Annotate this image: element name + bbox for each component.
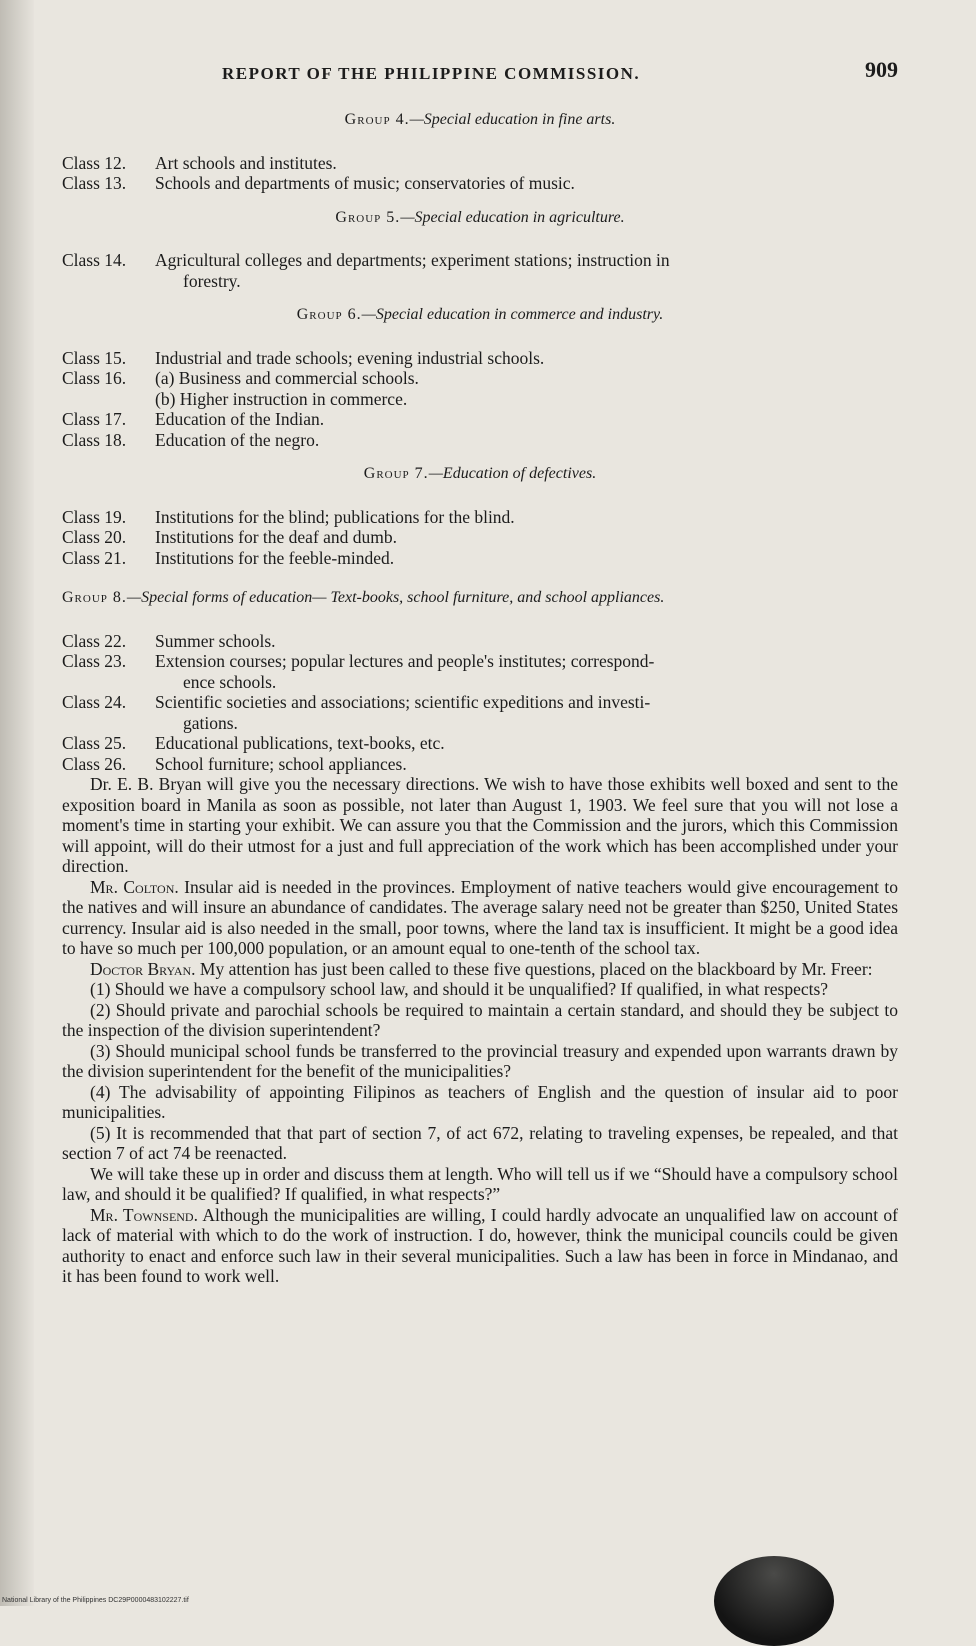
- running-head: REPORT OF THE PHILIPPINE COMMISSION.: [222, 64, 641, 83]
- paragraph-text: Dr. E. B. Bryan will give you the necessary directions. We wish to have those exhibits well boxed and sent to the exposition board in Manila as soon as possible, not later than August 1, 1903. We feel sure that you will not lose a moment's time in starting your exhibit. We can assure you that the Commission and the jurors, which this Commission will appoint, will do their utmost for a just and full appreciation of the work which has been accomplished under your direction.: [62, 774, 898, 876]
- class-text: School furniture; school appliances.: [155, 753, 407, 774]
- class-text: Summer schools.: [155, 630, 276, 651]
- paragraph-text: (3) Should municipal school funds be transferred to the provincial treasury and expended upon warrants drawn by the division superintendent for the benefit of the municipalities?: [62, 1040, 898, 1081]
- class-entry: [62, 430, 898, 451]
- class-text: Agricultural colleges and departments; experiment stations; instruction in: [155, 250, 670, 270]
- scan-footer-note: National Library of the Philippines DC29P0000483102227.tif: [2, 1597, 189, 1604]
- paragraph-text: My attention has just been called to these five questions, placed on the blackboard by Mr. Freer:: [195, 958, 873, 979]
- group-4-heading: [62, 110, 898, 131]
- question-paragraph: [62, 979, 898, 1000]
- class-entry: [62, 692, 898, 733]
- class-label: Class 13.: [62, 173, 127, 193]
- class-text: (b) Higher instruction in commerce.: [155, 388, 408, 409]
- class-label: [62, 389, 155, 410]
- class-entry: [62, 153, 898, 174]
- class-label: Class 21.: [62, 547, 127, 568]
- question-paragraph: [62, 1082, 898, 1123]
- body-paragraph: [62, 877, 898, 959]
- class-label: Class 17.: [62, 409, 127, 429]
- class-entry: [62, 651, 898, 692]
- class-label: Class 24.: [62, 692, 127, 712]
- class-label: Class 26.: [62, 753, 127, 774]
- class-text: Industrial and trade schools; evening industrial schools.: [155, 347, 545, 368]
- group-title: —Special education in agriculture.: [400, 208, 625, 226]
- group-6-heading: [62, 305, 898, 326]
- group-prefix: Group 8.: [62, 589, 127, 606]
- class-entry: [62, 507, 898, 528]
- class-text: Institutions for the blind; publications for the blind.: [155, 506, 515, 527]
- class-entry: [62, 527, 898, 548]
- body-paragraph: [62, 1164, 898, 1205]
- speaker-name: Mr. Townsend.: [90, 1204, 198, 1225]
- group-prefix: Group 7.: [363, 465, 429, 482]
- page-number: 909: [865, 57, 898, 82]
- group-7-heading: [62, 464, 898, 485]
- group-title: —Education of defectives.: [428, 465, 597, 482]
- class-entry: [62, 754, 898, 775]
- paragraph-text: (4) The advisability of appointing Filipinos as teachers of English and the question of insular aid to poor municipalities.: [62, 1081, 898, 1122]
- class-text: Extension courses; popular lectures and people's institutes; correspond-: [155, 651, 655, 671]
- class-label: Class 18.: [62, 429, 127, 450]
- group-title: —Special education in fine arts.: [409, 111, 616, 128]
- class-entry: [62, 348, 898, 369]
- question-paragraph: [62, 1123, 898, 1164]
- class-text: Scientific societies and associations; scientific expeditions and investi-: [155, 692, 651, 712]
- class-label: Class 19.: [62, 506, 127, 527]
- class-label: Class 16.: [62, 368, 127, 388]
- scan-edge-object: [714, 1556, 834, 1646]
- paragraph-text: Insular aid is needed in the provinces. Employment of native teachers would give encouragement to the natives and will insure an abundance of candidates. The average salary need not be greater than $250, United States currency. Insular aid is also needed in the small, poor towns, where the land tax is insufficient. It might be a good idea to have so much per 100,000 population, or an amount equal to one-tenth of the school tax.: [62, 876, 899, 958]
- class-label: Class 14.: [62, 250, 127, 270]
- body-paragraph: [62, 959, 898, 980]
- page-binding-shadow: [0, 0, 34, 1606]
- class-entry: [62, 548, 898, 569]
- paragraph-text: Although the municipalities are willing, I could hardly advocate an unqualified law on account of lack of material with which to do the work of instruction. I do, however, think the municipal councils could be given authority to enact and enforce such law in their several municipalities. Such a law has been in force in Mindanao, and it has been found to work well.: [62, 1204, 898, 1286]
- group-prefix: Group 5.: [335, 208, 401, 226]
- class-entry: [62, 733, 898, 754]
- class-entry: [62, 389, 898, 410]
- class-text: Art schools and institutes.: [155, 152, 337, 173]
- class-text-continuation: forestry.: [183, 270, 241, 291]
- class-entry: [62, 173, 898, 194]
- class-entry: [62, 250, 898, 291]
- class-text: Institutions for the feeble-minded.: [155, 547, 395, 568]
- class-text: Institutions for the deaf and dumb.: [155, 527, 398, 547]
- paragraph-text: (1) Should we have a compulsory school law, and should it be unqualified? If qualified, in what respects?: [90, 979, 829, 999]
- page-header: [62, 56, 898, 96]
- group-prefix: Group 6.: [296, 306, 362, 323]
- group-title: —Special education in commerce and industry.: [361, 306, 664, 323]
- speaker-name: Doctor Bryan.: [90, 958, 196, 979]
- paragraph-text: (2) Should private and parochial schools be required to maintain a certain standard, and should they be subject to the inspection of the division superintendent?: [62, 999, 898, 1040]
- paragraph-text: (5) It is recommended that that part of section 7, of act 672, relating to traveling expenses, be repealed, and that section 7 of act 74 be reenacted.: [62, 1122, 898, 1163]
- class-text: Schools and departments of music; conservatories of music.: [155, 173, 575, 193]
- class-entry: [62, 631, 898, 652]
- class-label: Class 20.: [62, 527, 127, 547]
- body-paragraph: [62, 1205, 898, 1287]
- question-paragraph: [62, 1000, 898, 1041]
- group-title: —Special forms of education— Text-books, school furniture, and school appliances.: [126, 589, 665, 606]
- paragraph-text: We will take these up in order and discuss them at length. Who will tell us if we “Should have a compulsory school law, and should it be qualified? If qualified, in what respects?”: [62, 1163, 898, 1204]
- question-paragraph: [62, 1041, 898, 1082]
- group-8-heading: [62, 588, 898, 609]
- class-text-continuation: ence schools.: [183, 671, 277, 692]
- class-entry: [62, 409, 898, 430]
- class-text: Educational publications, text-books, etc.: [155, 733, 445, 753]
- class-text: (a) Business and commercial schools.: [155, 368, 419, 388]
- class-label: Class 15.: [62, 347, 127, 368]
- class-label: Class 25.: [62, 733, 127, 753]
- class-text-continuation: gations.: [183, 712, 238, 733]
- class-label: Class 23.: [62, 651, 127, 671]
- group-5-heading: [62, 208, 898, 229]
- class-label: Class 12.: [62, 152, 127, 173]
- class-text: Education of the Indian.: [155, 409, 325, 429]
- class-entry: [62, 368, 898, 389]
- class-text: Education of the negro.: [155, 429, 320, 450]
- document-page: [62, 56, 898, 1287]
- body-paragraph: [62, 774, 898, 877]
- class-label: Class 22.: [62, 630, 127, 651]
- speaker-name: Mr. Colton.: [90, 876, 179, 897]
- group-prefix: Group 4.: [344, 111, 410, 128]
